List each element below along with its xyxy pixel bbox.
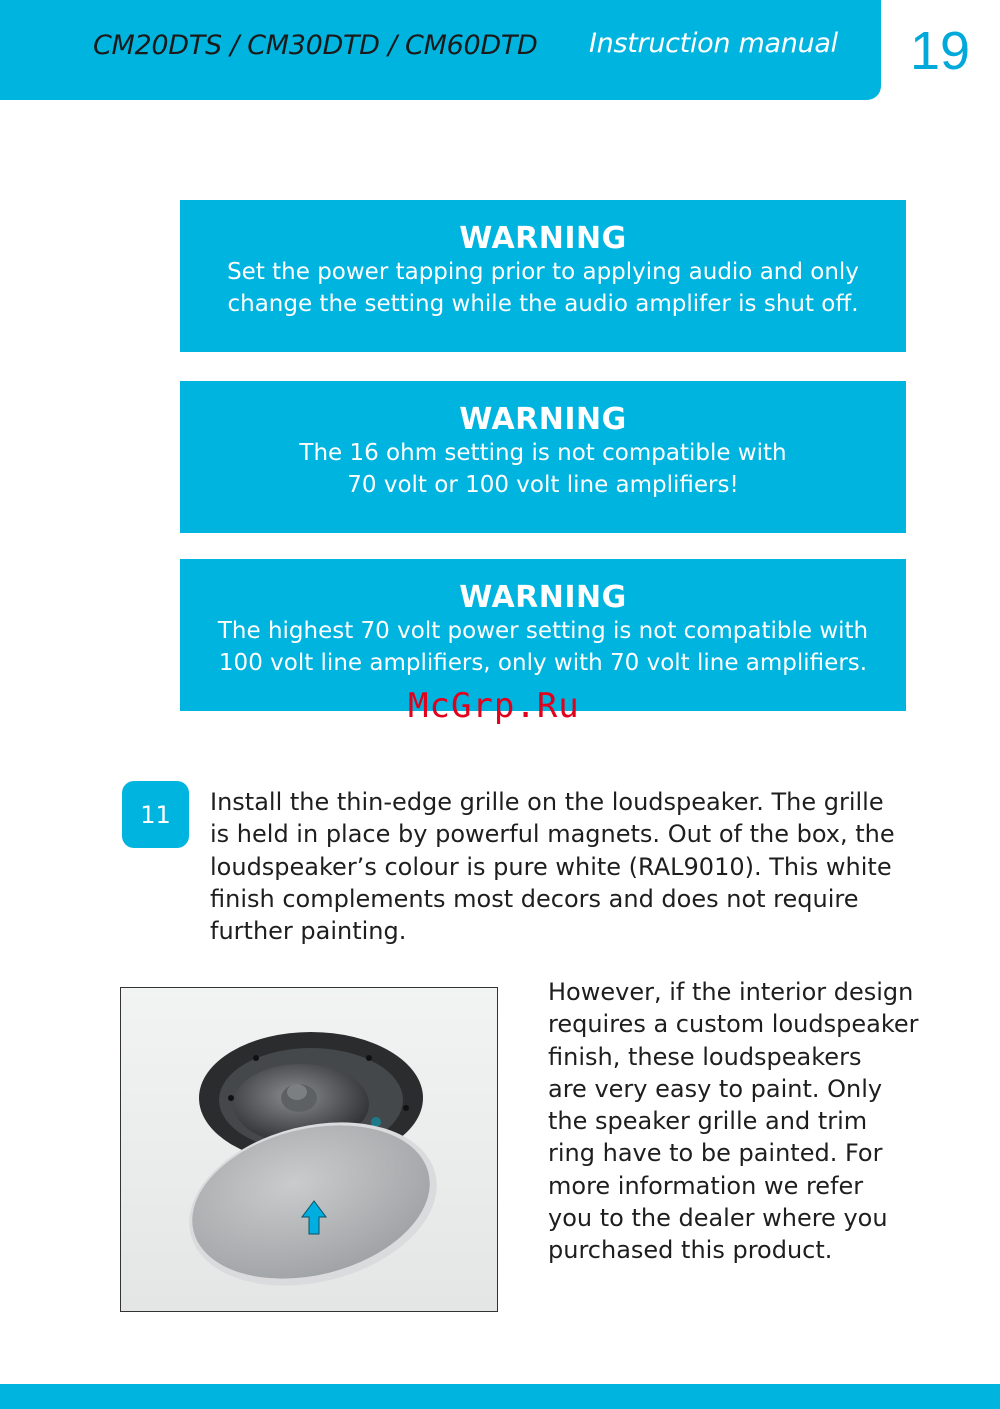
paint-line: the speaker grille and trim: [548, 1107, 868, 1136]
warning-line: change the setting while the audio amplifer is shut off.: [227, 291, 859, 317]
paint-info-text: [548, 976, 988, 1267]
header-models: CM20DTS / CM30DTD / CM60DTD: [93, 30, 538, 61]
step-line: loudspeaker’s colour is pure white (RAL9010). This white: [210, 852, 892, 881]
speaker-grille-illustration: [120, 987, 498, 1312]
warning-line: Set the power tapping prior to applying audio and only: [227, 259, 859, 285]
watermark-text: McGrp.Ru: [408, 686, 580, 726]
paint-line: you to the dealer where you: [548, 1204, 888, 1233]
paint-line: However, if the interior design: [548, 978, 914, 1006]
warning-line: The 16 ohm setting is not compatible with: [299, 440, 787, 466]
warning-line: 70 volt or 100 volt line amplifiers!: [347, 472, 739, 498]
paint-line: more information we refer: [548, 1171, 864, 1200]
step-line: is held in place by powerful magnets. Out of the box, the: [210, 820, 895, 849]
warning-box-power-tapping: [180, 200, 906, 352]
warning-line: The highest 70 volt power setting is not compatible with: [217, 618, 869, 644]
step-line: Install the thin-edge grille on the loudspeaker. The grille: [210, 788, 884, 816]
paint-line: purchased this product.: [548, 1236, 833, 1265]
warning-box-16-ohm: [180, 381, 906, 533]
step-instruction-text: [210, 786, 895, 947]
warning-title: WARNING: [459, 402, 627, 437]
paint-line: requires a custom loudspeaker: [548, 1010, 919, 1039]
header-bar: [0, 0, 881, 100]
warning-title: WARNING: [459, 580, 627, 615]
step-number-badge: 11: [122, 781, 189, 848]
footer-bar: [0, 1384, 1000, 1409]
paint-line: are very easy to paint. Only: [548, 1074, 883, 1103]
paint-line: finish, these loudspeakers: [548, 1042, 862, 1071]
paint-line: ring have to be painted. For: [548, 1139, 883, 1168]
speaker-drawing: [121, 988, 497, 1311]
page-number: 19: [910, 21, 971, 81]
warning-title: WARNING: [459, 221, 627, 256]
step-line: finish complements most decors and does not require: [210, 884, 859, 913]
header-manual-title: Instruction manual: [589, 28, 838, 59]
step-line: further painting.: [210, 917, 407, 946]
warning-line: 100 volt line amplifiers, only with 70 volt line amplifiers.: [218, 650, 868, 676]
